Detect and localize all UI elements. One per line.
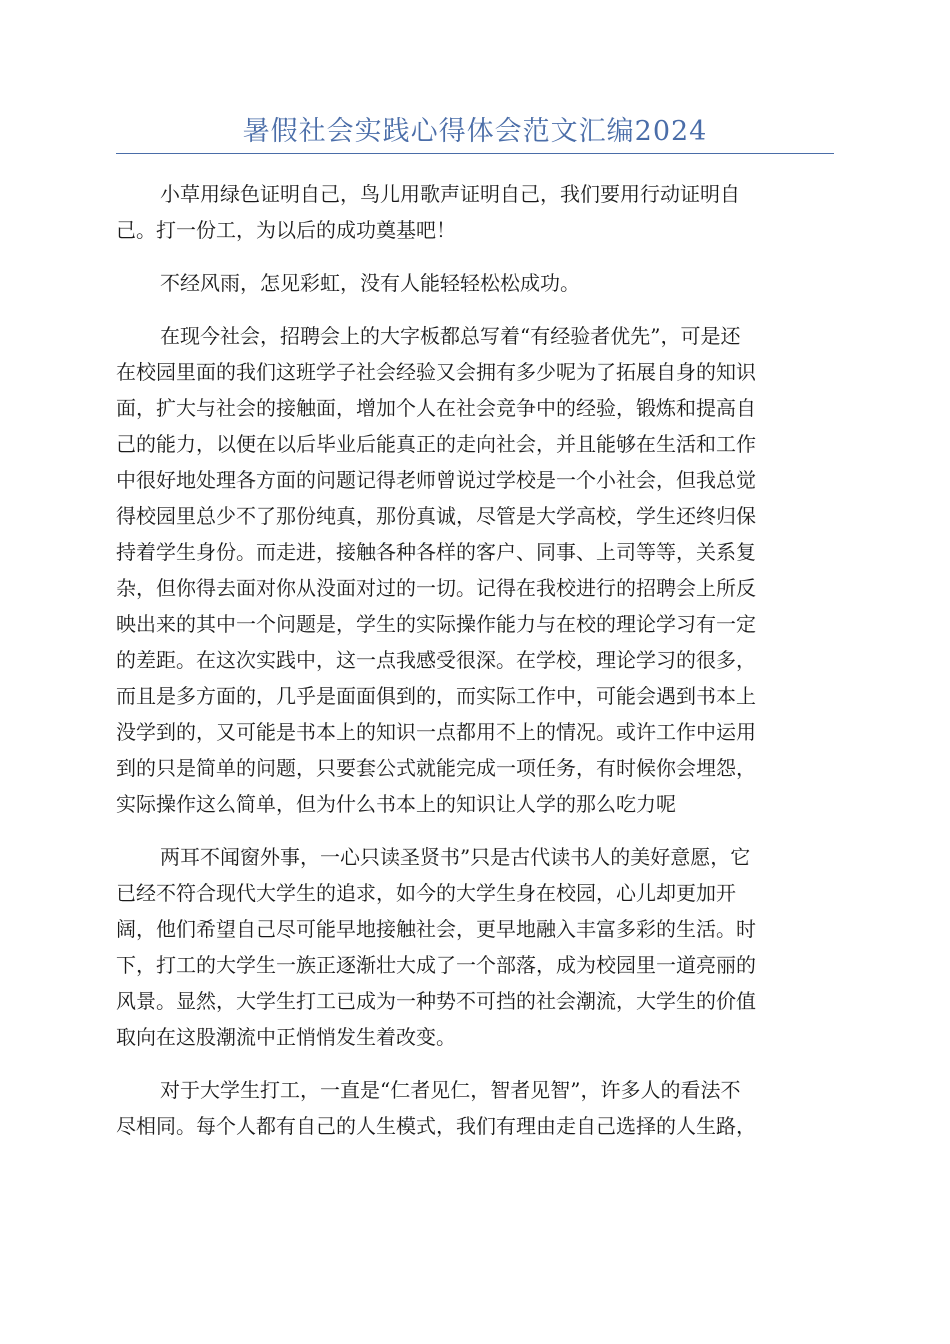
paragraph-line: 己。打一份工，为以后的成功奠基吧！ xyxy=(116,218,456,242)
paragraph-line: 己的能力，以便在以后毕业后能真正的走向社会，并且能够在生活和工作 xyxy=(116,432,756,456)
paragraph-line: 而且是多方面的，几乎是面面俱到的，而实际工作中，可能会遇到书本上 xyxy=(116,684,756,708)
paragraph xyxy=(116,265,834,301)
title-underline xyxy=(116,153,834,154)
paragraph-line: 到的只是简单的问题，只要套公式就能完成一项任务，有时候你会埋怨， xyxy=(116,756,756,780)
paragraph xyxy=(116,318,834,822)
paragraph-line: 对于大学生打工，一直是“仁者见仁，智者见智”，许多人的看法不 xyxy=(160,1078,741,1102)
paragraph-line: 尽相同。每个人都有自己的人生模式，我们有理由走自己选择的人生路， xyxy=(116,1114,756,1138)
paragraph-line: 中很好地处理各方面的问题记得老师曾说过学校是一个小社会，但我总觉 xyxy=(116,468,756,492)
paragraph-line: 下，打工的大学生一族正逐渐壮大成了一个部落，成为校园里一道亮丽的 xyxy=(116,953,756,977)
paragraph-line: 在校园里面的我们这班学子社会经验又会拥有多少呢为了拓展自身的知识 xyxy=(116,360,756,384)
paragraph-line: 持着学生身份。而走进，接触各种各样的客户、同事、上司等等，关系复 xyxy=(116,540,756,564)
paragraph-line: 实际操作这么简单，但为什么书本上的知识让人学的那么吃力呢 xyxy=(116,792,676,816)
paragraph-line: 阔，他们希望自己尽可能早地接触社会，更早地融入丰富多彩的生活。时 xyxy=(116,917,756,941)
paragraph xyxy=(116,1072,834,1144)
paragraph-line: 得校园里总少不了那份纯真，那份真诚，尽管是大学高校，学生还终归保 xyxy=(116,504,756,528)
document-title: 暑假社会实践心得体会范文汇编2024 xyxy=(242,116,708,147)
paragraph-line: 面，扩大与社会的接触面，增加个人在社会竞争中的经验，锻炼和提高自 xyxy=(116,396,756,420)
paragraph-line: 映出来的其中一个问题是，学生的实际操作能力与在校的理论学习有一定 xyxy=(116,612,756,636)
paragraph-line: 小草用绿色证明自己，鸟儿用歌声证明自己，我们要用行动证明自 xyxy=(160,182,740,206)
paragraph-line: 的差距。在这次实践中，这一点我感受很深。在学校，理论学习的很多， xyxy=(116,648,756,672)
paragraph xyxy=(116,839,834,1055)
document-body xyxy=(116,176,834,1161)
paragraph-line: 两耳不闻窗外事，一心只读圣贤书”只是古代读书人的美好意愿，它 xyxy=(160,845,751,869)
paragraph-line: 取向在这股潮流中正悄悄发生着改变。 xyxy=(116,1025,456,1049)
paragraph xyxy=(116,176,834,248)
paragraph-line: 不经风雨，怎见彩虹，没有人能轻轻松松成功。 xyxy=(160,271,580,295)
paragraph-line: 已经不符合现代大学生的追求，如今的大学生身在校园，心儿却更加开 xyxy=(116,881,736,905)
paragraph-line: 风景。显然，大学生打工已成为一种势不可挡的社会潮流，大学生的价值 xyxy=(116,989,756,1013)
paragraph-line: 没学到的，又可能是书本上的知识一点都用不上的情况。或许工作中运用 xyxy=(116,720,756,744)
paragraph-line: 在现今社会，招聘会上的大字板都总写着“有经验者优先”，可是还 xyxy=(160,324,741,348)
paragraph-line: 杂，但你得去面对你从没面对过的一切。记得在我校进行的招聘会上所反 xyxy=(116,576,756,600)
